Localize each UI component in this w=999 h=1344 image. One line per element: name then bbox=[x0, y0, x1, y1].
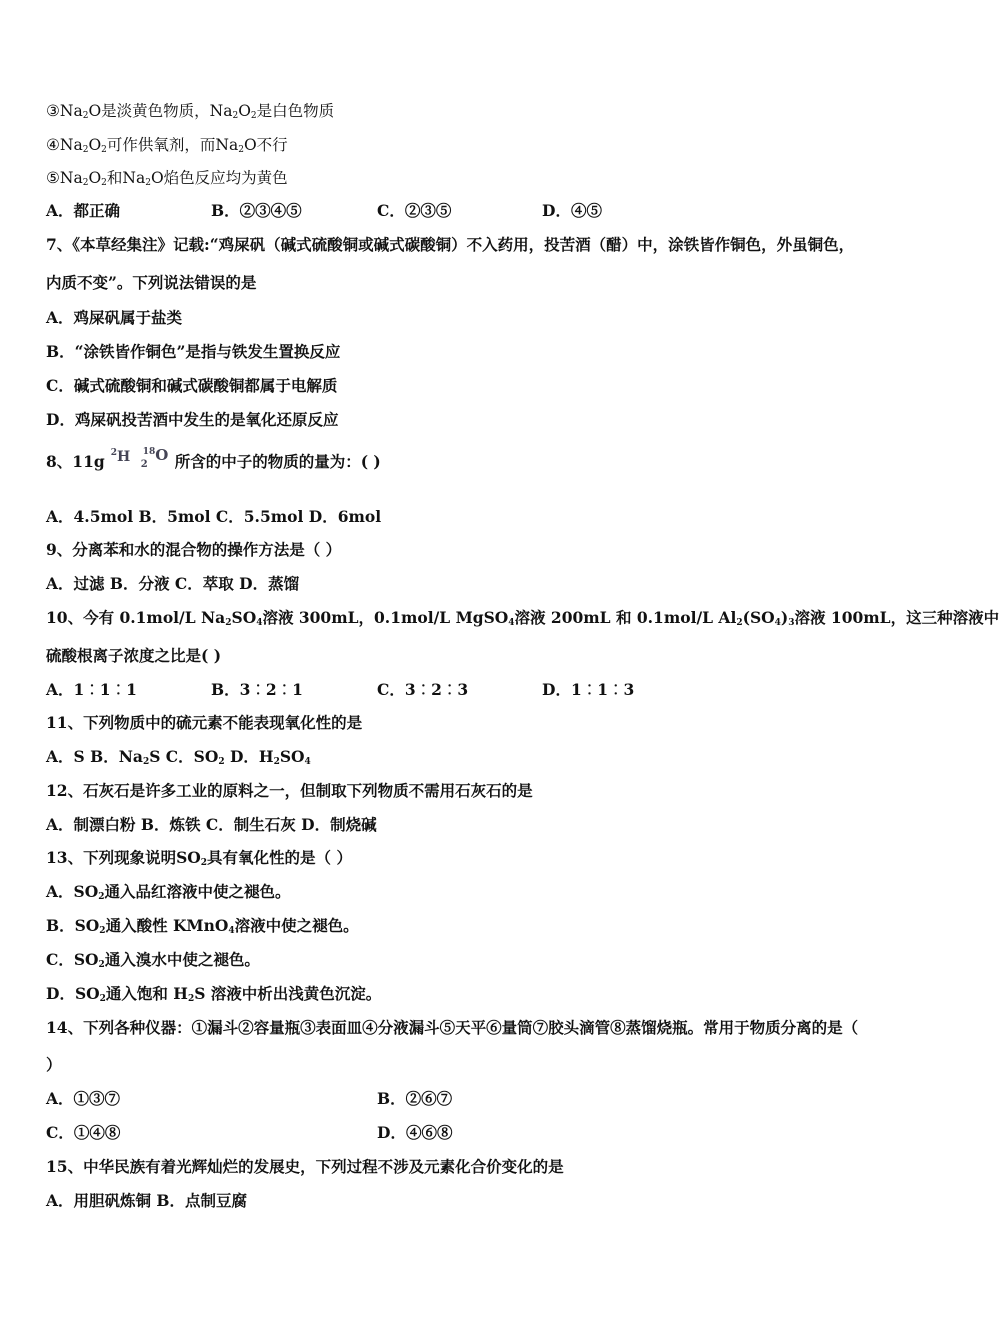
q10-option-a: A．1︰1︰1 bbox=[46, 680, 137, 699]
q9-stem: 9、分离苯和水的混合物的操作方法是（ ） bbox=[46, 540, 342, 559]
q12-options: A．制漂白粉 B．炼铁 C．制生石灰 D．制烧碱 bbox=[46, 815, 377, 834]
q14-option-b: B．②⑥⑦ bbox=[377, 1089, 453, 1108]
q13-option-b: B．$SO_2$通入酸性 KMnO$_4$溶液中使之褪色。 bbox=[46, 916, 359, 936]
statement-4: $④Na_2O_2$可作供氧剂，而$Na_2O$不行 bbox=[46, 136, 288, 155]
q14-stem-line1: 14、下列各种仪器：①漏斗②容量瓶③表面皿④分液漏斗⑤天平⑥量筒⑦胶头滴管⑧蒸馏烧瓶。常用于物质分离的是（ bbox=[46, 1018, 859, 1037]
q11-stem: 11、下列物质中的硫元素不能表现氧化性的是 bbox=[46, 713, 363, 732]
q6-option-a: A．都正确 bbox=[46, 201, 121, 220]
q6-option-d: D．④⑤ bbox=[542, 201, 602, 220]
q8-formula-image: $^2$H 2 $^{18}$O bbox=[110, 446, 169, 470]
statement-3: $③Na_2O$是淡黄色物质，$Na_2O_2$是白色物质 bbox=[46, 102, 335, 121]
q7-stem-line2: 内质不变”。下列说法错误的是 bbox=[46, 273, 257, 292]
q14-option-d: D．④⑥⑧ bbox=[377, 1123, 453, 1142]
q13-option-a: A．$SO_2$通入品红溶液中使之褪色。 bbox=[46, 882, 291, 902]
q10-option-c: C．3︰2︰3 bbox=[377, 680, 469, 699]
q6-option-c: C．②③⑤ bbox=[377, 201, 452, 220]
q9-options: A．过滤 B．分液 C．萃取 D．蒸馏 bbox=[46, 574, 300, 593]
q8-options: A．4.5mol B．5mol C．5.5mol D．6mol bbox=[46, 507, 382, 526]
statement-5: $⑤Na_2O_2$和$Na_2O$焰色反应均为黄色 bbox=[46, 169, 288, 188]
q15-stem: 15、中华民族有着光辉灿烂的发展史，下列过程不涉及元素化合价变化的是 bbox=[46, 1157, 564, 1176]
q11-options: A．S B．$Na_2S$ C．$SO_2$ D．$H_2SO_4$ bbox=[46, 747, 311, 767]
q13-option-c: C．$SO_2$通入溴水中使之褪色。 bbox=[46, 950, 260, 970]
q10-stem-line1: 10、今有 0.1mol/L $Na_2SO_4$溶液 300mL，0.1mol/L MgSO$_4$溶液 200mL 和 0.1mol/L $Al_2(SO_4)_3$溶液 100mL，这三种溶液中 bbox=[46, 608, 999, 628]
q13-stem: 13、下列现象说明$SO_2$具有氧化性的是（ ） bbox=[46, 848, 352, 868]
q7-option-b: B．“涂铁皆作铜色”是指与铁发生置换反应 bbox=[46, 342, 341, 361]
q7-option-c: C．碱式硫酸铜和碱式碳酸铜都属于电解质 bbox=[46, 376, 338, 395]
q10-stem-line2: 硫酸根离子浓度之比是( ) bbox=[46, 646, 222, 665]
q7-option-d: D．鸡屎矾投苦酒中发生的是氧化还原反应 bbox=[46, 410, 339, 429]
q12-stem: 12、石灰石是许多工业的原料之一，但制取下列物质不需用石灰石的是 bbox=[46, 781, 533, 800]
q14-stem-line2: ） bbox=[46, 1055, 62, 1074]
q14-option-c: C．①④⑧ bbox=[46, 1123, 121, 1142]
q7-option-a: A．鸡屎矾属于盐类 bbox=[46, 308, 183, 327]
q14-option-a: A．①③⑦ bbox=[46, 1089, 121, 1108]
q10-option-b: B．3︰2︰1 bbox=[211, 680, 303, 699]
q10-option-d: D．1︰1︰3 bbox=[542, 680, 635, 699]
q7-stem-line1: 7、《本草经集注》记载:“鸡屎矾（碱式硫酸铜或碱式碳酸铜）不入药用，投苦酒（醋）中，涂铁皆作铜色，外虽铜色， bbox=[46, 235, 855, 254]
q8-stem: 8、11g $^2$H 2 $^{18}$O 所含的中子的物质的量为：( ) bbox=[46, 446, 381, 471]
q13-option-d: D．$SO_2$通入饱和 $H_2S$ 溶液中析出浅黄色沉淀。 bbox=[46, 984, 382, 1004]
q15-options: A．用胆矾炼铜 B．点制豆腐 bbox=[46, 1191, 248, 1210]
q6-option-b: B．②③④⑤ bbox=[211, 201, 302, 220]
